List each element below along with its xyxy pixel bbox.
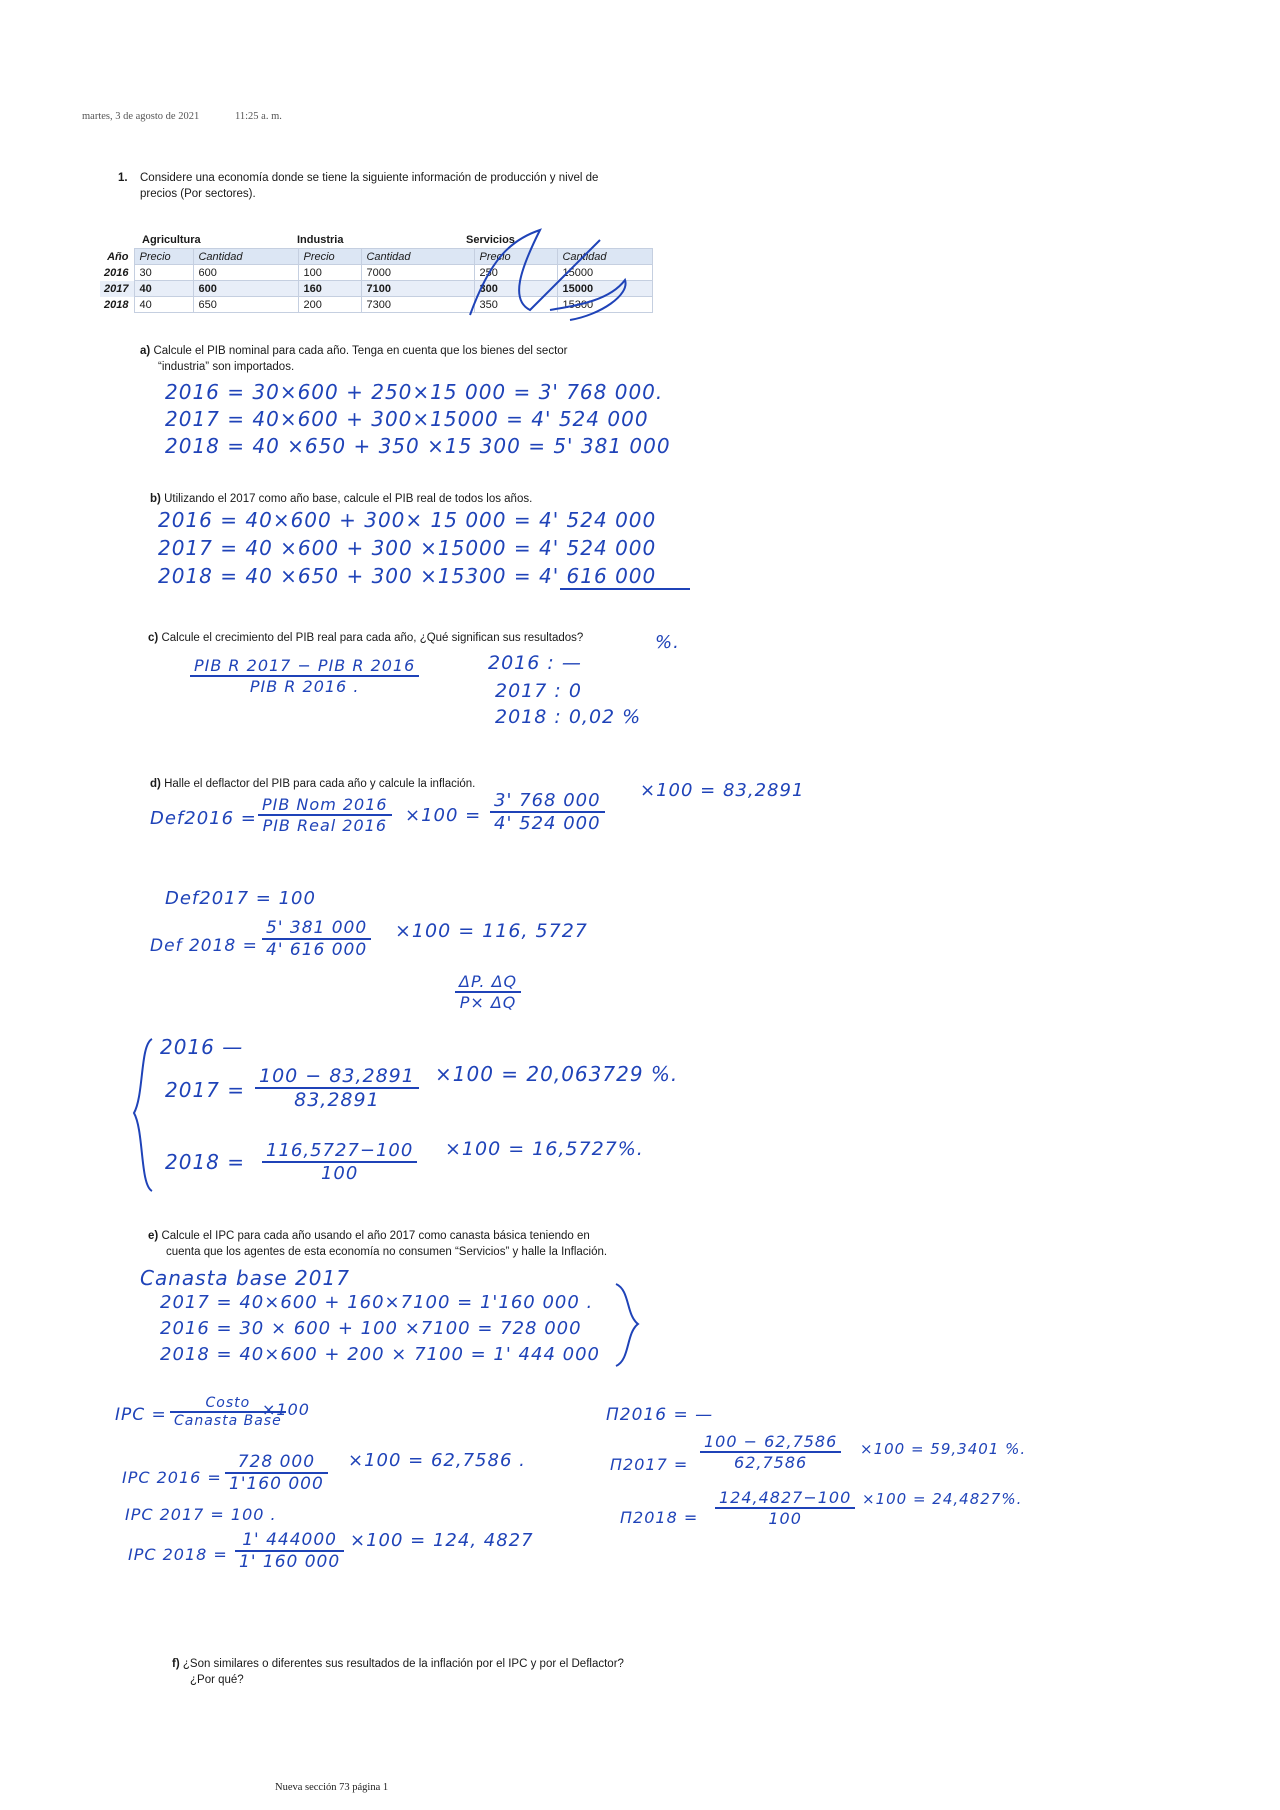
row-year: 2016 (100, 265, 135, 281)
col-header: Precio (475, 249, 558, 265)
part-c-label: c) (148, 632, 159, 644)
note-date: martes, 3 de agosto de 2021 (82, 111, 200, 122)
hw-pi2018-label: Π2018 = (620, 1508, 699, 1527)
table-cell: 600 (194, 281, 299, 297)
hw-infl-2017-label: 2017 = (165, 1078, 246, 1102)
scribble-annotation (450, 220, 640, 330)
col-header: Precio (135, 249, 194, 265)
hw-ipc-label: IPC = (115, 1405, 167, 1425)
part-a (140, 343, 610, 359)
hw-pi2018-den: 100 (768, 1509, 802, 1528)
hw-pi2018-fraction (715, 1488, 855, 1528)
hw-pi2017-num: 100 − 62,7586 (700, 1432, 841, 1453)
hw-def2016-result: ×100 = 83,2891 (640, 780, 805, 801)
hw-infl-2018-num: 116,5727−100 (262, 1140, 417, 1163)
hw-pi2017-den: 62,7586 (734, 1453, 808, 1472)
part-a-label: a) (140, 345, 151, 357)
table-cell: 30 (135, 265, 194, 281)
table-cell: 350 (475, 297, 558, 313)
part-f-line-2: ¿Por qué? (190, 1674, 244, 1686)
hw-pi2018-num: 124,4827−100 (715, 1488, 855, 1509)
brace-stroke (134, 1039, 152, 1191)
brace-e-stroke (616, 1284, 638, 1366)
table-cell: 40 (135, 281, 194, 297)
part-f-label: f) (172, 1658, 180, 1670)
question-line-2: precios (Por sectores). (140, 188, 256, 200)
hw-infl-2016: 2016 — (160, 1035, 244, 1059)
col-header: Cantidad (558, 249, 653, 265)
table-cell: 7000 (362, 265, 475, 281)
hw-c-result: 2018 : 0,02 % (495, 706, 642, 728)
hw-e-line: 2018 = 40×600 + 200 × 7100 = 1' 444 000 (160, 1344, 600, 1365)
hw-ipc2016-label: IPC 2016 = (122, 1468, 222, 1487)
part-d-line-1: Halle el deflactor del PIB para cada año y calcule la inflación. (164, 778, 476, 790)
brace-mark-e (610, 1280, 650, 1370)
hw-def2018-result: ×100 = 116, 5727 (395, 920, 588, 942)
sector-agricultura: Agricultura (142, 234, 201, 246)
hw-def2016-den2: 4' 524 000 (494, 813, 601, 834)
part-f-line-1: ¿Son similares o diferentes sus resultados de la inflación por el IPC y por el Deflactor? (182, 1658, 624, 1670)
hw-def2018-fraction (262, 918, 371, 960)
hw-pi2017-result: ×100 = 59,3401 %. (860, 1440, 1027, 1458)
part-b-label: b) (150, 493, 161, 505)
col-header: Cantidad (194, 249, 299, 265)
hw-ipc2017: IPC 2017 = 100 . (125, 1505, 277, 1524)
question-text (140, 170, 660, 202)
part-b-line-1: Utilizando el 2017 como año base, calcule el PIB real de todos los años. (164, 493, 533, 505)
hw-pi2018-result: ×100 = 24,4827%. (862, 1490, 1023, 1508)
brace-mark (130, 1035, 160, 1195)
table-cell: 15300 (558, 297, 653, 313)
hw-def2016-den: PIB Real 2016 (262, 816, 388, 835)
hw-infl-2018-fraction (262, 1140, 417, 1184)
hw-ipc-num: Costo (170, 1395, 286, 1413)
hw-b-line: 2016 = 40×600 + 300× 15 000 = 4' 524 000 (158, 508, 657, 532)
table-cell: 7300 (362, 297, 475, 313)
part-d (150, 776, 475, 792)
hw-b-line: 2017 = 40 ×600 + 300 ×15000 = 4' 524 000 (158, 536, 657, 560)
col-year: Año (100, 249, 135, 265)
table-cell: 15000 (558, 281, 653, 297)
hw-ipc2018-result: ×100 = 124, 4827 (350, 1530, 534, 1551)
hw-e-line: 2016 = 30 × 600 + 100 ×7100 = 728 000 (160, 1318, 582, 1339)
hw-a-line: 2017 = 40×600 + 300×15000 = 4' 524 000 (165, 407, 649, 431)
part-d-label: d) (150, 778, 161, 790)
part-a-line-1: Calcule el PIB nominal para cada año. Tenga en cuenta que los bienes del sector (153, 345, 568, 357)
hw-e-title: Canasta base 2017 (140, 1266, 350, 1290)
hw-pi2017-fraction (700, 1432, 841, 1472)
hw-pi2016: Π2016 = — (606, 1405, 714, 1425)
row-year: 2017 (100, 281, 135, 297)
col-header: Precio (299, 249, 362, 265)
hw-ipc2018-label: IPC 2018 = (128, 1545, 228, 1564)
table-cell: 300 (475, 281, 558, 297)
table-cell: 200 (299, 297, 362, 313)
hw-ipc-mult: ×100 (262, 1400, 310, 1419)
question-line-1: Considere una economía donde se tiene la siguiente información de producción y nivel de (140, 172, 599, 184)
part-f (172, 1656, 624, 1672)
hw-ipc2018-fraction (235, 1530, 344, 1572)
hw-pi2017-label: Π2017 = (610, 1455, 689, 1474)
hw-def2018-den: 4' 616 000 (266, 940, 368, 960)
hw-c-numerator: PIB R 2017 − PIB R 2016 (190, 656, 419, 677)
hw-c-mark: %. (655, 632, 680, 653)
hw-infl-2017-num: 100 − 83,2891 (255, 1065, 419, 1089)
hw-c-result: 2016 : — (488, 652, 582, 674)
hw-b-line: 2018 = 40 ×650 + 300 ×15300 = 4' 616 000 (158, 564, 657, 588)
hw-b-underline (560, 588, 690, 590)
hw-ipc2016-den: 1'160 000 (229, 1474, 324, 1494)
col-header: Cantidad (362, 249, 475, 265)
hw-def2016-num2: 3' 768 000 (490, 790, 605, 813)
hw-a-line: 2018 = 40 ×650 + 350 ×15 300 = 5' 381 000 (165, 434, 671, 458)
sector-servicios: Servicios (466, 234, 515, 246)
part-b (150, 491, 532, 507)
hw-aside-den: P× ΔQ (459, 993, 517, 1012)
hw-infl-2018-den: 100 (320, 1163, 359, 1184)
table-cell: 600 (194, 265, 299, 281)
hw-def2018-label: Def 2018 = (150, 936, 258, 956)
hw-infl-2017-result: ×100 = 20,063729 %. (435, 1062, 679, 1086)
question-number: 1. (118, 172, 128, 184)
hw-a-line: 2016 = 30×600 + 250×15 000 = 3' 768 000. (165, 380, 664, 404)
hw-c-result: 2017 : 0 (495, 680, 582, 702)
hw-infl-2018-result: ×100 = 16,5727%. (445, 1138, 644, 1160)
hw-infl-2017-fraction (255, 1065, 419, 1111)
table-cell: 100 (299, 265, 362, 281)
hw-def2016-fraction (258, 795, 392, 835)
hw-aside-num: ΔP. ΔQ (455, 972, 521, 993)
hw-e-line: 2017 = 40×600 + 160×7100 = 1'160 000 . (160, 1292, 594, 1313)
hw-def2018-num: 5' 381 000 (262, 918, 371, 940)
part-c (148, 630, 583, 646)
hw-def2016-label: Def2016 = (150, 808, 257, 829)
table-cell: 40 (135, 297, 194, 313)
part-e-line-2: cuenta que los agentes de esta economía no consumen “Servicios” y halle la Inflación. (166, 1246, 608, 1258)
table-cell: 250 (475, 265, 558, 281)
row-year: 2018 (100, 297, 135, 313)
hw-ipc2018-num: 1' 444000 (235, 1530, 344, 1552)
part-e-label: e) (148, 1230, 159, 1242)
hw-ipc2016-result: ×100 = 62,7586 . (348, 1450, 526, 1471)
table-cell: 15000 (558, 265, 653, 281)
hw-c-fraction (190, 656, 419, 696)
hw-ipc2016-num: 728 000 (225, 1452, 328, 1474)
hw-def2017: Def2017 = 100 (165, 888, 316, 909)
table-cell: 160 (299, 281, 362, 297)
hw-def2016-mid: ×100 = (405, 805, 482, 826)
hw-def2016-fraction-2 (490, 790, 605, 834)
table-cell: 7100 (362, 281, 475, 297)
part-a-line-2: “industria” son importados. (158, 361, 295, 373)
table-cell: 650 (194, 297, 299, 313)
hw-ipc2016-fraction (225, 1452, 328, 1494)
hw-aside-fraction (455, 972, 521, 1012)
part-c-line-1: Calcule el crecimiento del PIB real para cada año, ¿Qué significan sus resultados? (161, 632, 584, 644)
hw-infl-2017-den: 83,2891 (294, 1089, 380, 1111)
page-footer: Nueva sección 73 página 1 (275, 1782, 389, 1793)
hw-c-denominator: PIB R 2016 . (249, 677, 360, 696)
part-e-line-1: Calcule el IPC para cada año usando el año 2017 como canasta básica teniendo en (161, 1230, 590, 1242)
part-e (148, 1228, 618, 1244)
hw-ipc-den: Canasta Base (174, 1413, 282, 1429)
hw-infl-2018-label: 2018 = (165, 1150, 246, 1174)
scribble-stroke (470, 230, 626, 320)
hw-ipc2018-den: 1' 160 000 (239, 1552, 341, 1572)
hw-def2016-num: PIB Nom 2016 (258, 795, 392, 816)
note-time: 11:25 a. m. (235, 111, 282, 122)
sector-industria: Industria (297, 234, 344, 246)
